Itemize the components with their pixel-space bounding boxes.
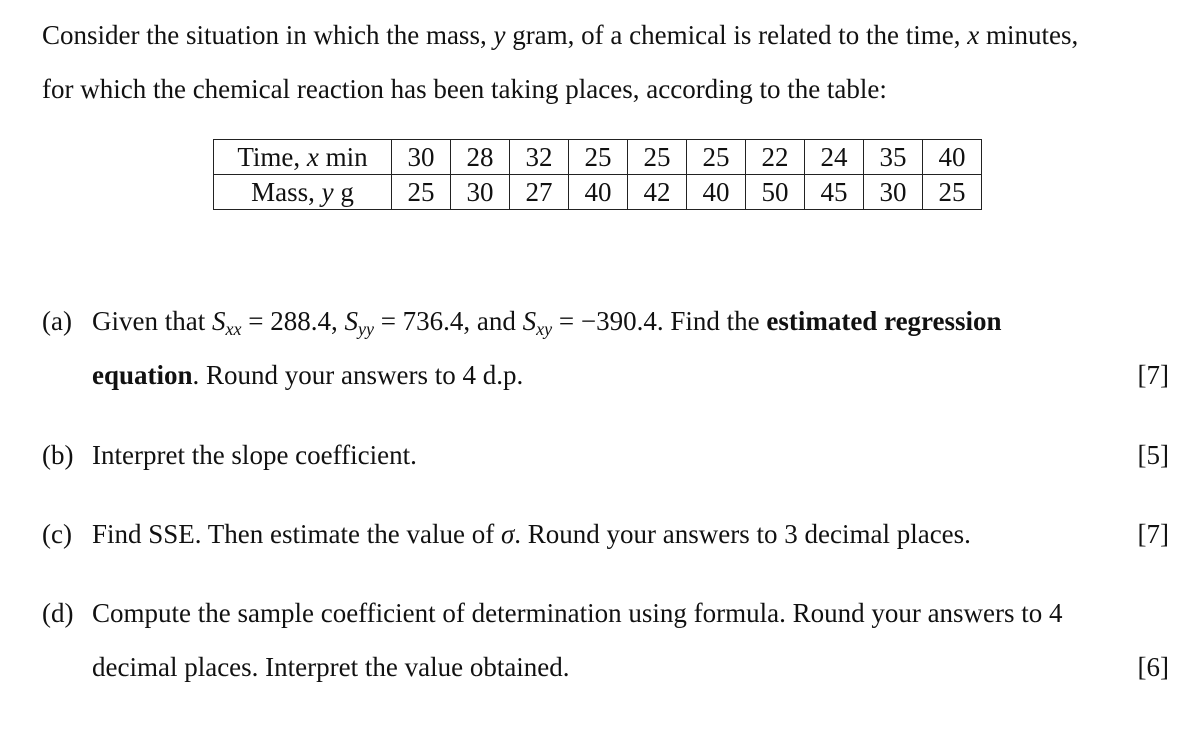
row-header-time: Time, x min <box>214 140 392 175</box>
marks: [5] <box>1137 440 1169 470</box>
table-cell: 30 <box>451 175 510 210</box>
table-cell: 25 <box>569 140 628 175</box>
table-cell: 42 <box>628 175 687 210</box>
question-a-continued <box>92 359 1169 391</box>
question-text: Given that $S_{xx} = 288.4$, $S_{yy} = 736.4$, and $S_{xy} = -390.4$. Find the estimated regression <box>92 306 1002 339</box>
table-cell: 50 <box>746 175 805 210</box>
table-cell: 25 <box>687 140 746 175</box>
table-cell: 27 <box>510 175 569 210</box>
question-text: decimal places. Interpret the value obtained. <box>92 652 570 682</box>
question-label: (b) <box>42 440 74 470</box>
table-row-mass <box>214 175 982 210</box>
marks: [7] <box>1137 360 1169 390</box>
table-cell: 30 <box>392 140 451 175</box>
question-d-continued <box>92 651 1169 683</box>
table-cell: 28 <box>451 140 510 175</box>
table-cell: 30 <box>864 175 923 210</box>
question-text: Find SSE. Then estimate the value of σ. Round your answers to 3 decimal places. <box>92 519 971 549</box>
question-label: (d) <box>42 598 74 628</box>
marks: [6] <box>1137 652 1169 682</box>
variable-x: x <box>967 20 980 50</box>
table-cell: 40 <box>687 175 746 210</box>
intro-text: gram, of a chemical is related to the time, <box>505 20 968 50</box>
question-text: Compute the sample coefficient of determination using formula. Round your answers to 4 <box>92 598 1063 628</box>
intro-text: Consider the situation in which the mass, <box>42 20 494 50</box>
row-header-mass: Mass, y g <box>214 175 392 210</box>
table-cell: 25 <box>923 175 982 210</box>
table-cell: 25 <box>628 140 687 175</box>
table-cell: 40 <box>923 140 982 175</box>
table-cell: 35 <box>864 140 923 175</box>
marks: [7] <box>1137 519 1169 549</box>
table-cell: 25 <box>392 175 451 210</box>
question-label: (a) <box>42 306 72 336</box>
table-cell: 22 <box>746 140 805 175</box>
question-label: (c) <box>42 519 72 549</box>
data-table <box>213 139 982 210</box>
variable-y: y <box>493 20 506 50</box>
table-cell: 24 <box>805 140 864 175</box>
table-cell: 32 <box>510 140 569 175</box>
table-cell: 45 <box>805 175 864 210</box>
question-text: . Round your answers to 4 d.p. <box>192 360 524 390</box>
intro-line-1 <box>42 19 1169 51</box>
intro-text: minutes, <box>979 20 1079 50</box>
question-text: Interpret the slope coefficient. <box>92 440 417 470</box>
table-row-time <box>214 140 982 175</box>
bold-text: equation <box>92 360 193 390</box>
intro-line-2: for which the chemical reaction has been taking places, according to the table: <box>42 74 887 104</box>
table-cell: 40 <box>569 175 628 210</box>
